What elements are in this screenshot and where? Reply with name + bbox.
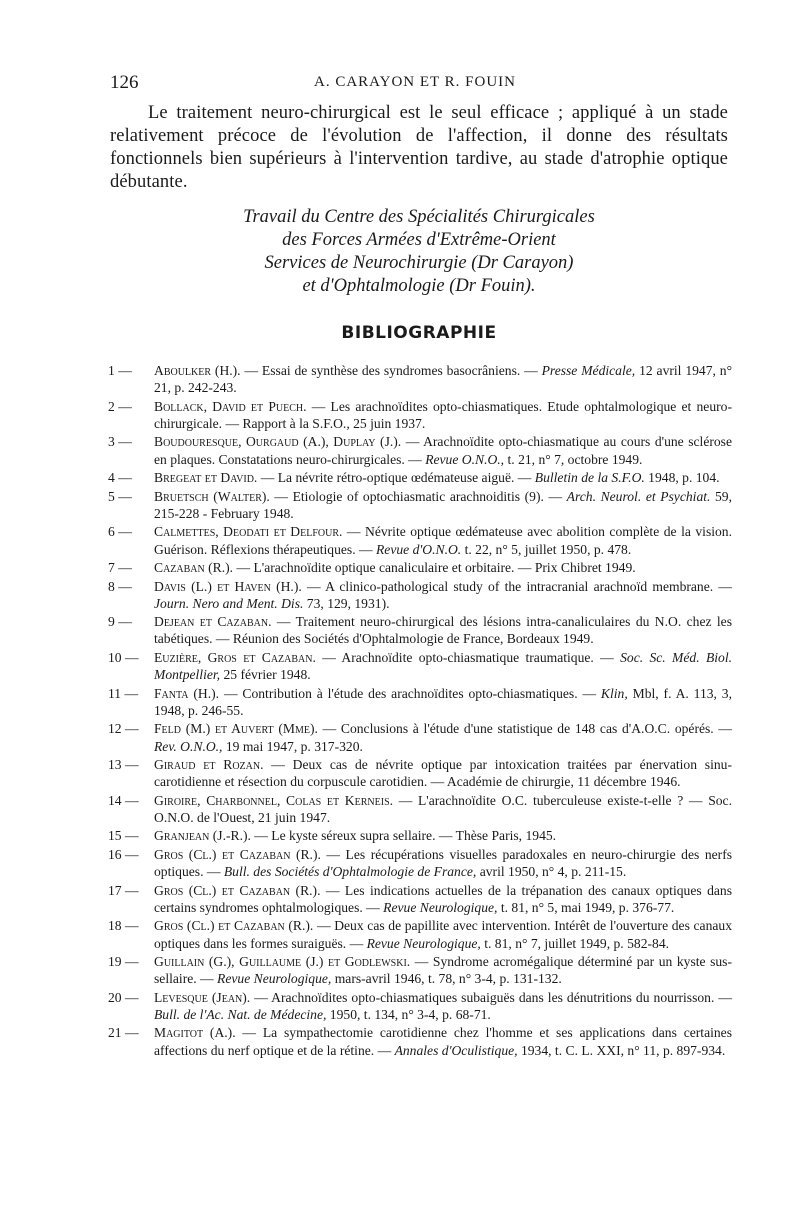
reference-details: 12 avril 1947, n° 21, p. 242-243. [154,363,733,396]
reference-item [108,398,732,432]
reference-text [154,756,732,790]
reference-authors: Magitot (A.). [154,1025,236,1041]
reference-source: Bulletin de la S.F.O. [534,470,645,486]
reference-number: 5 — [108,488,132,504]
reference-text [154,989,732,1023]
reference-title: — L'arachnoïdite O.C. tuberculeuse existe-t-elle ? — Soc. O.N.O. de l'Ouest, 21 juin 1947. [154,792,732,825]
section-title: BIBLIOGRAPHIE [341,323,497,343]
reference-authors: Granjean (J.-R.). [154,828,251,844]
reference-source: Arch. Neurol. et Psychiat. [566,488,711,504]
reference-text [154,362,732,396]
running-title: A. CARAYON ET R. FOUIN [313,74,517,90]
reference-authors: Boudouresque, Ourgaud (A.), Duplay (J.). [154,434,402,450]
reference-text [154,398,732,432]
reference-number: 8 — [108,578,132,594]
reference-text [154,488,732,522]
reference-item [108,488,732,522]
reference-text [154,827,732,844]
reference-details: 19 mai 1947, p. 317-320. [222,738,363,754]
reference-number: 3 — [108,434,132,450]
reference-details: t. 22, n° 5, juillet 1950, p. 478. [461,541,632,557]
reference-item [108,649,732,683]
intro-paragraph: Le traitement neuro-chirurgical est le seul efficace ; appliqué à un stade relativement précoce de l'évolution de l'affection, il donne des résultats fonctionnels bien supérieurs à l'intervention tardive, au stade d'atrophie optique débutante. [110,103,728,192]
reference-details: 59, 215-228 - February 1948. [154,488,733,521]
reference-number: 16 — [108,846,139,862]
reference-item [108,1024,732,1058]
reference-authors: Davis (L.) et Haven (H.). [154,578,302,594]
reference-number: 12 — [108,721,139,737]
reference-title: — Névrite optique œdémateuse avec abolition complète de la vision. Guérison. Réflexions thérapeutiques. — [154,524,733,557]
reference-text [154,685,732,719]
reference-title: — Deux cas de névrite optique par intoxication traitées par énervation sinu-carotidienne et résection du corpuscule carotidien. — Académie de chirurgie, 11 décembre 1946. [154,757,732,790]
reference-title: — Arachnoïdites opto-chiasmatiques subaiguës dans les dénutritions du nourrisson. — [250,989,732,1005]
reference-title: — A clinico-pathological study of the intracranial arachnoïd membrane. — [301,578,732,594]
reference-text [154,578,732,612]
reference-item [108,720,732,754]
reference-title: — Traitement neuro-chirurgical des lésions intra-canaliculaires du N.O. chez les tabétiques. — Réunion des Sociétés d'Ophtalmologie de France, Bordeaux 1949. [154,614,732,647]
reference-item [108,917,732,951]
reference-title: — Arachnoïdite opto-chiasmatique au cours d'une sclérose en plaques. Constatations neuro-chirurgicales. — [154,434,733,467]
reference-details: 73, 129, 1931). [303,595,390,611]
reference-source: Presse Médicale, [541,363,636,378]
reference-authors: Gros (Cl.) et Cazaban (R.). [154,918,314,934]
reference-item [108,846,732,880]
reference-title: — L'arachnoïdite optique canaliculaire et orbitaire. — Prix Chibret 1949. [233,560,636,576]
reference-authors: Bregeat et David. [154,470,258,486]
reference-text [154,469,732,486]
reference-authors: Giraud et Rozan. [154,757,264,773]
reference-text [154,953,732,987]
bibliography-list [108,362,732,1060]
reference-item [108,523,732,557]
reference-authors: Levesque (Jean). [154,989,251,1005]
reference-text [154,559,732,576]
reference-title: — Essai de synthèse des syndromes basocrâniens. — [240,363,542,378]
reference-title: — Contribution à l'étude des arachnoïdites opto-chiasmatiques. — [219,685,601,701]
reference-authors: Euzière, Gros et Cazaban. [154,649,316,665]
affiliation-line: Services de Neurochirurgie (Dr Carayon) [264,253,574,273]
running-head [110,72,720,94]
reference-source: Revue Neurologique, [366,935,481,951]
reference-item [108,613,732,647]
reference-item [108,756,732,790]
reference-source: Journ. Nero and Ment. Dis. [154,595,304,611]
reference-title: — Deux cas de papillite avec intervention. Intérêt de l'ouverture des canaux optiques dans les formes suraiguës. — [154,918,732,951]
reference-number: 4 — [108,470,132,486]
reference-text [154,649,732,683]
reference-title: — Arachnoïdite opto-chiasmatique traumatique. — [315,649,621,665]
reference-authors: Aboulker (H.). [154,363,241,378]
reference-details: Mbl, f. A. 113, 3, 1948, p. 246-55. [154,685,732,718]
affiliation-line: des Forces Armées d'Extrême-Orient [282,230,556,250]
reference-number: 21 — [108,1025,139,1041]
reference-title: — Les récupérations visuelles paradoxales en neuro-chirurgie des nerfs optiques. — [154,846,733,880]
reference-details: mars-avril 1946, t. 78, n° 3-4, p. 131-132. [331,971,562,987]
reference-details: 1934, t. C. L. XXI, n° 11, p. 897-934. [517,1042,726,1058]
reference-details: t. 81, n° 7, juillet 1949, p. 582-84. [480,935,670,951]
reference-details: 1950, t. 134, n° 3-4, p. 68-71. [326,1006,491,1022]
reference-authors: Dejean et Cazaban. [154,614,272,630]
affiliation-block [110,206,728,298]
reference-title: — Les indications actuelles de la trépanation des canaux optiques dans certains syndromes ophtalmologiques. — [154,882,733,915]
reference-text [154,720,732,754]
reference-number: 7 — [108,560,132,576]
reference-title: — Les arachnoïdites opto-chiasmatiques. Etude ophtalmologique et neuro-chirurgicale. — Rapport à la S.F.O., 25 juin 1937. [154,398,732,431]
reference-number: 10 — [108,649,139,665]
reference-number: 13 — [108,757,139,773]
reference-title: — Conclusions à l'étude d'une statistique de 148 cas d'A.O.C. opérés. — [317,721,732,737]
reference-number: 17 — [108,882,139,898]
reference-item [108,433,732,467]
reference-source: Revue Neurologique, [383,899,498,915]
reference-item [108,953,732,987]
reference-number: 9 — [108,614,132,630]
reference-text [154,846,732,880]
reference-number: 2 — [108,398,132,414]
reference-details: t. 21, n° 7, octobre 1949. [504,451,643,467]
reference-title: — La sympathectomie carotidienne chez l'homme et ses applications dans certaines affections du nerf optique et de la rétine. — [154,1025,733,1058]
reference-number: 1 — [108,363,132,378]
reference-number: 11 — [108,685,139,701]
reference-title: — Syndrome acromégalique déterminé par un kyste sus-sellaire. — [154,954,732,987]
reference-source: Revue Neurologique, [217,971,332,987]
reference-authors: Bruetsch (Walter). [154,488,270,504]
reference-details: 25 février 1948. [220,667,311,683]
reference-authors: Fanta (H.). [154,685,220,701]
reference-item [108,362,732,396]
reference-details: t. 81, n° 5, mai 1949, p. 376-77. [497,899,675,915]
reference-number: 19 — [108,954,139,970]
reference-item [108,559,732,576]
reference-item [108,578,732,612]
reference-authors: Guillain (G.), Guillaume (J.) et Godlewski. [154,954,411,970]
reference-source: Rev. O.N.O., [154,738,223,754]
reference-source: Bull. des Sociétés d'Ophtalmologie de France, [223,864,477,880]
reference-source: Annales d'Oculistique, [394,1042,518,1058]
reference-text [154,917,732,951]
reference-text [154,1024,732,1058]
reference-text [154,433,732,467]
reference-title: — Etiologie of optochiasmatic arachnoiditis (9). — [269,488,567,504]
reference-source: Klin, [600,685,628,701]
reference-number: 18 — [108,918,139,934]
reference-authors: Gros (Cl.) et Cazaban (R.). [154,846,321,862]
reference-authors: Gros (Cl.) et Cazaban (R.). [154,882,321,898]
reference-text [154,523,732,557]
reference-details: 1948, p. 104. [644,470,720,486]
reference-number: 14 — [108,792,139,808]
reference-authors: Giroire, Charbonnel, Colas et Kerneis. [154,792,394,808]
page-number: 126 [110,72,139,93]
reference-item [108,469,732,486]
reference-text [154,613,732,647]
reference-item [108,685,732,719]
reference-item [108,792,732,826]
reference-title: — Le kyste séreux supra sellaire. — Thèse Paris, 1945. [250,828,557,844]
reference-text [154,882,732,916]
reference-details: avril 1950, n° 4, p. 211-15. [476,864,627,880]
reference-item [108,827,732,844]
reference-source: Revue d'O.N.O. [375,541,462,557]
reference-title: — La névrite rétro-optique œdémateuse aiguë. — [257,470,535,486]
reference-item [108,989,732,1023]
reference-number: 15 — [108,828,139,844]
affiliation-line: Travail du Centre des Spécialités Chirurgicales [243,207,595,227]
reference-authors: Cazaban (R.). [154,560,234,576]
reference-source: Bull. de l'Ac. Nat. de Médecine, [154,1006,327,1022]
reference-source: Soc. Sc. Méd. Biol. Montpellier, [154,649,733,683]
reference-authors: Feld (M.) et Auvert (Mme). [154,721,318,737]
reference-authors: Calmettes, Deodati et Delfour. [154,524,343,540]
reference-item [108,882,732,916]
reference-text [154,792,732,826]
reference-authors: Bollack, David et Puech. [154,398,307,414]
reference-number: 6 — [108,524,132,540]
reference-source: Revue O.N.O., [425,451,505,467]
reference-number: 20 — [108,989,139,1005]
affiliation-line: et d'Ophtalmologie (Dr Fouin). [302,276,536,296]
